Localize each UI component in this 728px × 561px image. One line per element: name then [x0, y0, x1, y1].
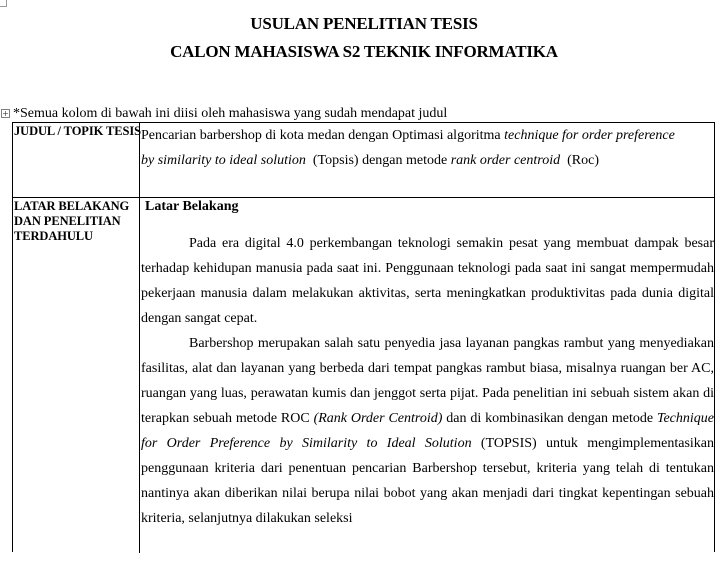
- thesis-title-line-1: Pencarian barbershop di kota medan dengan Optimasi algoritma technique for order preference: [141, 128, 675, 143]
- document-title: USULAN PENELITIAN TESIS: [250, 14, 478, 33]
- thesis-title-cell[interactable]: [141, 123, 713, 173]
- thesis-title-line-2: by similarity to ideal solution (Topsis) dengan metode rank order centroid (Roc): [141, 153, 599, 168]
- paragraph-2: Barbershop merupakan salah satu penyedia jasa layanan pangkas rambut yang menyediakan fasilitas, alat dan layanan yang berbeda dari tempat pangkas rambut biasa, misalnya ruangan ber AC, ruangan yang luas, perawatan kumis dan jenggot serta pijat. Pada penelitian ini sebuah sistem akan di terapkan sebuah metode ROC (Rank Order Centroid) dan di kombinasikan dengan metode Technique for Order Preference by Similarity to Ideal Solution (TOPSIS) untuk mengimplementasikan penggunaan kriteria dari penentuan pencarian Barbershop tersebut, kriteria yang telah di tentukan nantinya akan diberikan nilai berupa nilai bobot yang akan menjadi dari tingkat kepentingan sebuah kriteria, selanjutnya dilakukan seleksi: [141, 336, 714, 526]
- paragraph-1: Pada era digital 4.0 perkembangan teknologi semakin pesat yang membuat dampak besar terhadap kehidupan manusia pada saat ini. Penggunaan teknologi pada saat ini sangat mempermudah pekerjaan manusia dalam melakukan aktivitas, serta meningkatkan produktivitas pada dunia digital dengan sangat cepat.: [141, 236, 714, 326]
- row-divider: [13, 197, 714, 198]
- row-label-latar-belakang: LATAR BELAKANG DAN PENELITIAN TERDAHULU: [14, 199, 130, 243]
- background-body-text[interactable]: [141, 231, 714, 561]
- row-label-judul: JUDUL / TOPIK TESIS: [14, 124, 141, 138]
- column-divider: [139, 123, 140, 553]
- section-heading: Latar Belakang: [145, 199, 239, 214]
- table-move-handle-icon[interactable]: +: [2, 109, 9, 118]
- instruction-note: *Semua kolom di bawah ini diisi oleh mahasiswa yang sudah mendapat judul: [13, 106, 448, 121]
- page-corner-marker: [0, 0, 7, 7]
- document-subtitle: CALON MAHASISWA S2 TEKNIK INFORMATIKA: [170, 42, 558, 61]
- proposal-table: [12, 122, 715, 552]
